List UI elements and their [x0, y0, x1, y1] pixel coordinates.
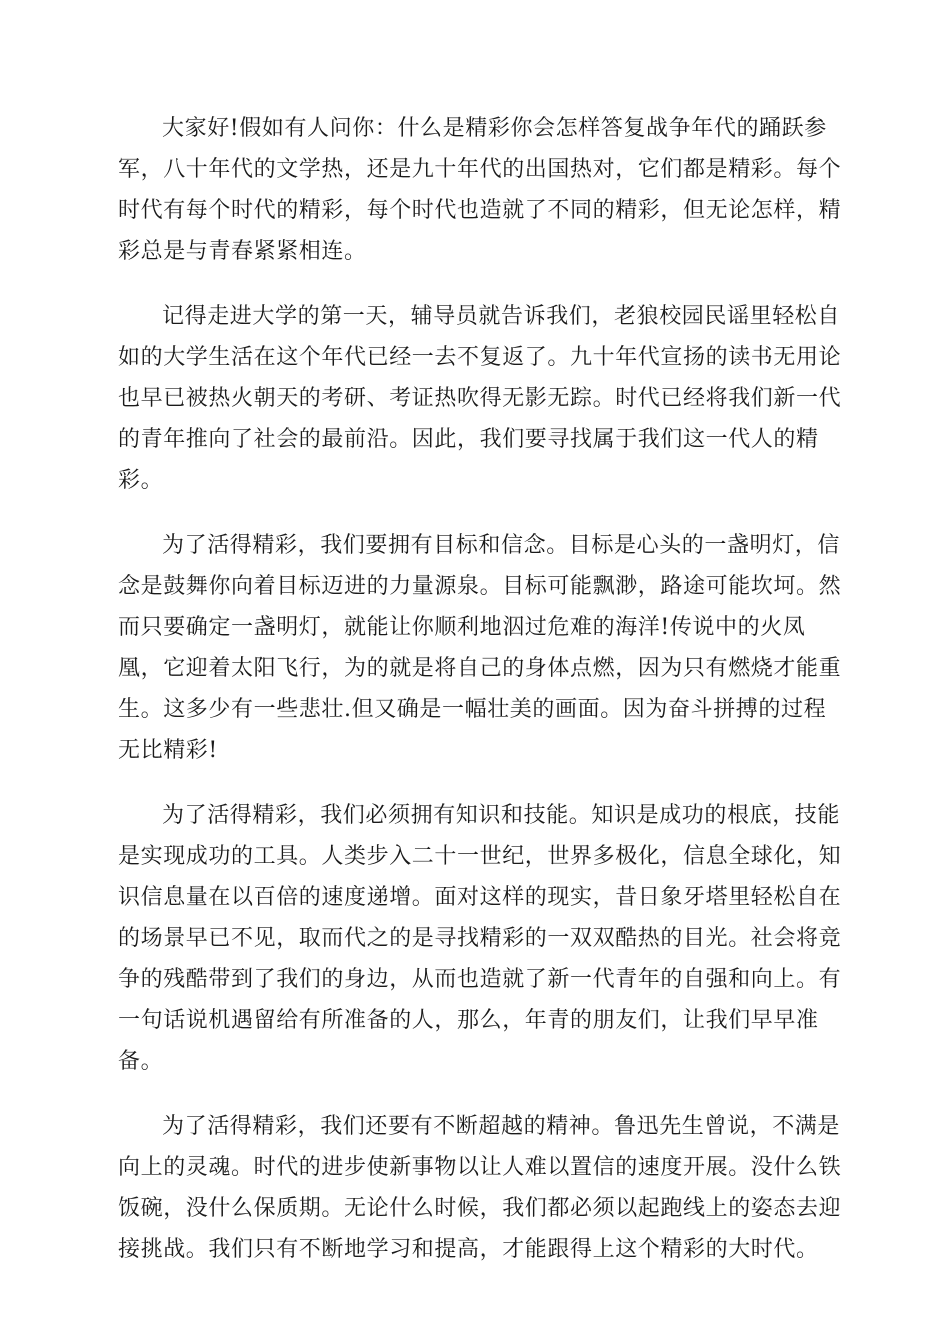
text-line: 也早已被热火朝天的考研、考证热吹得无影无踪。时代已经将我们新一代 — [118, 386, 842, 411]
text-line: 彩。 — [118, 468, 164, 493]
text-line: 凰，它迎着太阳飞行，为的就是将自己的身体点燃，因为只有燃烧才能重 — [118, 656, 842, 681]
text-line: 大家好!假如有人问你：什么是精彩你会怎样答复战争年代的踊跃参 — [162, 116, 827, 141]
text-line: 的青年推向了社会的最前沿。因此，我们要寻找属于我们这一代人的精 — [118, 427, 819, 452]
text-line: 备。 — [118, 1049, 164, 1074]
text-line: 的场景早已不见，取而代之的是寻找精彩的一双双酷热的目光。社会将竞 — [118, 926, 842, 951]
text-line: 接挑战。我们只有不断地学习和提高，才能跟得上这个精彩的大时代。 — [118, 1237, 819, 1262]
paragraph-5 — [118, 1106, 842, 1270]
text-line: 军，八十年代的文学热，还是九十年代的出国热对，它们都是精彩。每个 — [118, 157, 842, 182]
paragraph-3 — [118, 525, 842, 771]
text-line: 生。这多少有一些悲壮.但又确是一幅壮美的画面。因为奋斗拼搏的过程 — [118, 697, 827, 722]
paragraph-2 — [118, 296, 842, 501]
text-line: 是实现成功的工具。人类步入二十一世纪，世界多极化，信息全球化，知 — [118, 844, 842, 869]
text-line: 为了活得精彩，我们还要有不断超越的精神。鲁迅先生曾说，不满是 — [162, 1114, 841, 1139]
text-line: 为了活得精彩，我们必须拥有知识和技能。知识是成功的根底，技能 — [162, 803, 841, 828]
text-line: 记得走进大学的第一天，辅导员就告诉我们，老狼校园民谣里轻松自 — [162, 304, 841, 329]
paragraph-1 — [118, 108, 842, 272]
text-line: 争的残酷带到了我们的身边，从而也造就了新一代青年的自强和向上。有 — [118, 967, 842, 992]
text-line: 而只要确定一盏明灯，就能让你顺利地泅过危难的海洋!传说中的火凤 — [118, 615, 806, 640]
text-line: 时代有每个时代的精彩，每个时代也造就了不同的精彩，但无论怎样，精 — [118, 198, 842, 223]
text-line: 如的大学生活在这个年代已经一去不复返了。九十年代宣扬的读书无用论 — [118, 345, 842, 370]
text-line: 念是鼓舞你向着目标迈进的力量源泉。目标可能飘渺，路途可能坎坷。然 — [118, 574, 842, 599]
document-body — [118, 108, 842, 1294]
text-line: 为了活得精彩，我们要拥有目标和信念。目标是心头的一盏明灯，信 — [162, 533, 841, 558]
paragraph-4 — [118, 795, 842, 1082]
text-line: 识信息量在以百倍的速度递增。面对这样的现实，昔日象牙塔里轻松自在 — [118, 885, 842, 910]
text-line: 饭碗，没什么保质期。无论什么时候，我们都必须以起跑线上的姿态去迎 — [118, 1196, 842, 1221]
text-line: 彩总是与青春紧紧相连。 — [118, 239, 367, 264]
text-line: 一句话说机遇留给有所准备的人，那么，年青的朋友们，让我们早早准 — [118, 1008, 819, 1033]
text-line: 无比精彩! — [118, 738, 218, 763]
text-line: 向上的灵魂。时代的进步使新事物以让人难以置信的速度开展。没什么铁 — [118, 1155, 842, 1180]
